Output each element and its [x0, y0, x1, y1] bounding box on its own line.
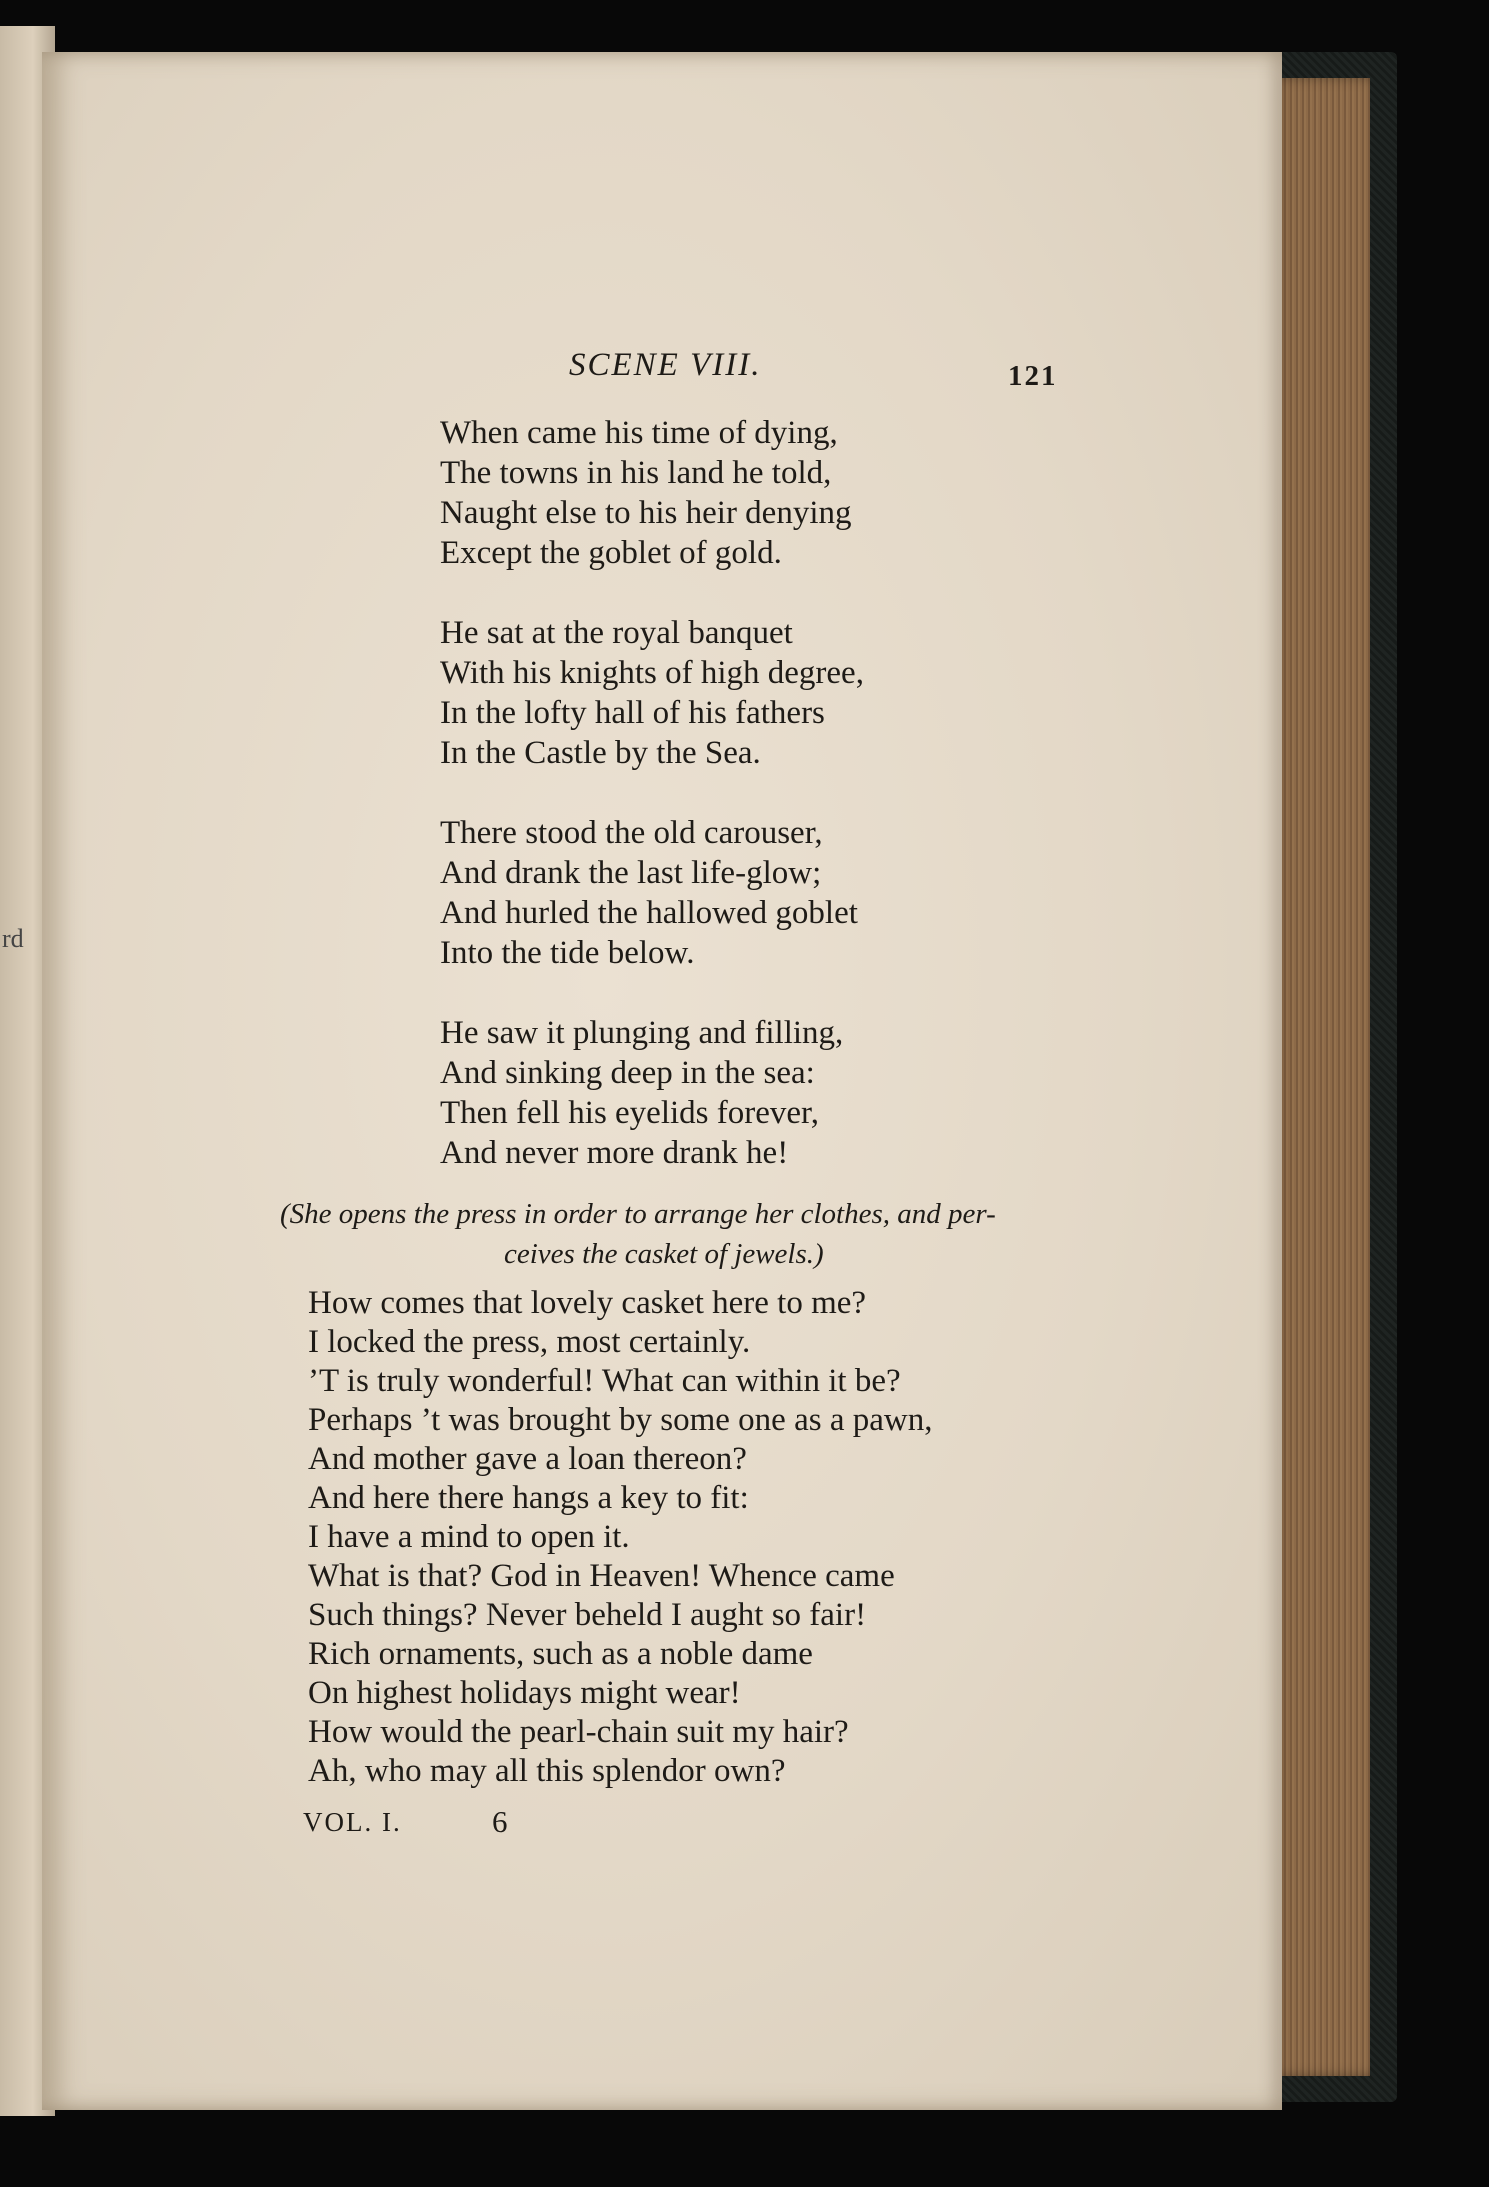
verse-line: And sinking deep in the sea:	[440, 1055, 815, 1091]
speech-line: ’T is truly wonderful! What can within it be?	[308, 1363, 901, 1399]
speech-line: On highest holidays might wear!	[308, 1675, 741, 1711]
speech-line: Ah, who may all this splendor own?	[308, 1753, 786, 1789]
speech-line: Perhaps ’t was brought by some one as a pawn,	[308, 1402, 933, 1438]
song-verses	[440, 413, 1000, 1213]
speech-line: Such things? Never beheld I aught so fair!	[308, 1597, 867, 1633]
book-page	[42, 52, 1282, 2110]
speech-line: Rich ornaments, such as a noble dame	[308, 1636, 813, 1672]
verse-line: In the lofty hall of his fathers	[440, 695, 825, 731]
speech-line: And here there hangs a key to fit:	[308, 1480, 749, 1516]
speech-line: How comes that lovely casket here to me?	[308, 1285, 867, 1321]
verse-line: Then fell his eyelids forever,	[440, 1095, 819, 1131]
stage-direction	[280, 1194, 1070, 1274]
verse-line: And hurled the hallowed goblet	[440, 895, 858, 931]
verse-line: Naught else to his heir denying	[440, 495, 852, 531]
verse-line: And never more drank he!	[440, 1135, 789, 1171]
running-head: SCENE VIII.	[569, 347, 762, 383]
speech-line: And mother gave a loan thereon?	[308, 1441, 747, 1477]
speech-line: I locked the press, most certainly.	[308, 1324, 751, 1360]
verse-line: With his knights of high degree,	[440, 655, 864, 691]
speech-line: What is that? God in Heaven! Whence came	[308, 1558, 895, 1594]
page-edges	[1270, 78, 1370, 2076]
stanza	[440, 613, 1000, 773]
footer-signature: 6	[492, 1804, 508, 1839]
page-number: 121	[1008, 360, 1058, 392]
stanza	[440, 413, 1000, 573]
stanza	[440, 1013, 1000, 1173]
verse-line: And drank the last life-glow;	[440, 855, 822, 891]
speech-block	[308, 1284, 1068, 1791]
verse-line: In the Castle by the Sea.	[440, 735, 761, 771]
footer-volume: VOL. I.	[303, 1807, 402, 1837]
left-page-text-fragment: rd	[2, 924, 24, 953]
verse-line: The towns in his land he told,	[440, 455, 832, 491]
verse-line: He sat at the royal banquet	[440, 615, 793, 651]
verse-line: Into the tide below.	[440, 935, 695, 971]
stanza	[440, 813, 1000, 973]
verse-line: Except the goblet of gold.	[440, 535, 782, 571]
stage-direction-line: ceives the casket of jewels.)	[504, 1238, 824, 1270]
speech-line: How would the pearl-chain suit my hair?	[308, 1714, 849, 1750]
verse-line: There stood the old carouser,	[440, 815, 823, 851]
verse-line: When came his time of dying,	[440, 415, 838, 451]
speech-line: I have a mind to open it.	[308, 1519, 630, 1555]
verse-line: He saw it plunging and filling,	[440, 1015, 844, 1051]
stage-direction-line: (She opens the press in order to arrange her clothes, and per-	[280, 1198, 996, 1230]
